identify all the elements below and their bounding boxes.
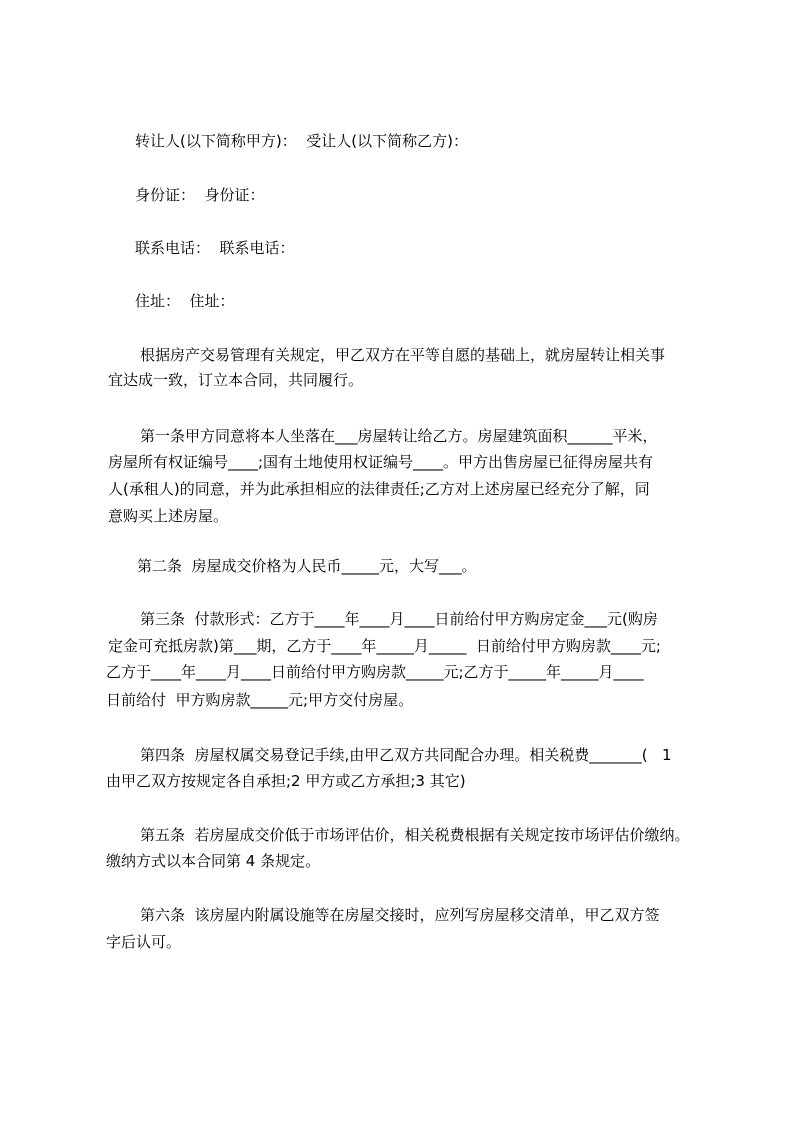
article2-line-1: 第二条 房屋成交价格为人民币_____元，大写___。 <box>137 557 477 575</box>
article4-line-1: 第四条 房屋权属交易登记手续,由甲乙双方共同配合办理。相关税费_______( 1 <box>140 746 672 764</box>
article5-line-2: 缴纳方式以本合同第 4 条规定。 <box>106 852 321 870</box>
preamble-line-2: 宜达成一致，订立本合同，共同履行。 <box>108 371 364 389</box>
article6-line-2: 字后认可。 <box>106 933 182 951</box>
article3-line-3: 乙方于____年____月____日前给付甲方购房款_____元;乙方于_____年_____月____ <box>106 663 644 681</box>
article5-line-1: 第五条 若房屋成交价低于市场评估价，相关税费根据有关规定按市场评估价缴纳。 <box>140 826 690 844</box>
article1-line-3: 人(承租人)的同意，并为此承担相应的法律责任;乙方对上述房屋已经充分了解，同 <box>108 480 650 498</box>
address-line: 住址： 住址： <box>135 292 235 310</box>
article1-line-1: 第一条甲方同意将本人坐落在___房屋转让给乙方。房屋建筑面积______平米， <box>140 427 658 445</box>
id-card-line: 身份证： 身份证： <box>135 186 265 204</box>
article1-line-2: 房屋所有权证编号____;国有土地使用权证编号____。甲方出售房屋已征得房屋共有 <box>108 453 654 471</box>
article1-line-4: 意购买上述房屋。 <box>108 507 229 525</box>
article3-line-1: 第三条 付款形式：乙方于____年____月____日前给付甲方购房定金___元(购房 <box>140 610 658 628</box>
article3-line-4: 日前给付 甲方购房款_____元;甲方交付房屋。 <box>106 691 414 709</box>
preamble-line-1: 根据房产交易管理有关规定，甲乙双方在平等自愿的基础上，就房屋转让相关事 <box>140 346 666 364</box>
article6-line-1: 第六条 该房屋内附属设施等在房屋交接时，应列写房屋移交清单，甲乙双方签 <box>140 906 660 924</box>
phone-line: 联系电话： 联系电话： <box>135 239 295 257</box>
parties-line: 转让人(以下简称甲方)： 受让人(以下简称乙方)： <box>135 132 468 150</box>
article4-line-2: 由甲乙双方按规定各自承担;2 甲方或乙方承担;3 其它) <box>106 772 466 790</box>
article3-line-2: 定金可充抵房款)第___期，乙方于____年_____月_____ 日前给付甲方购房款____元; <box>108 637 661 655</box>
